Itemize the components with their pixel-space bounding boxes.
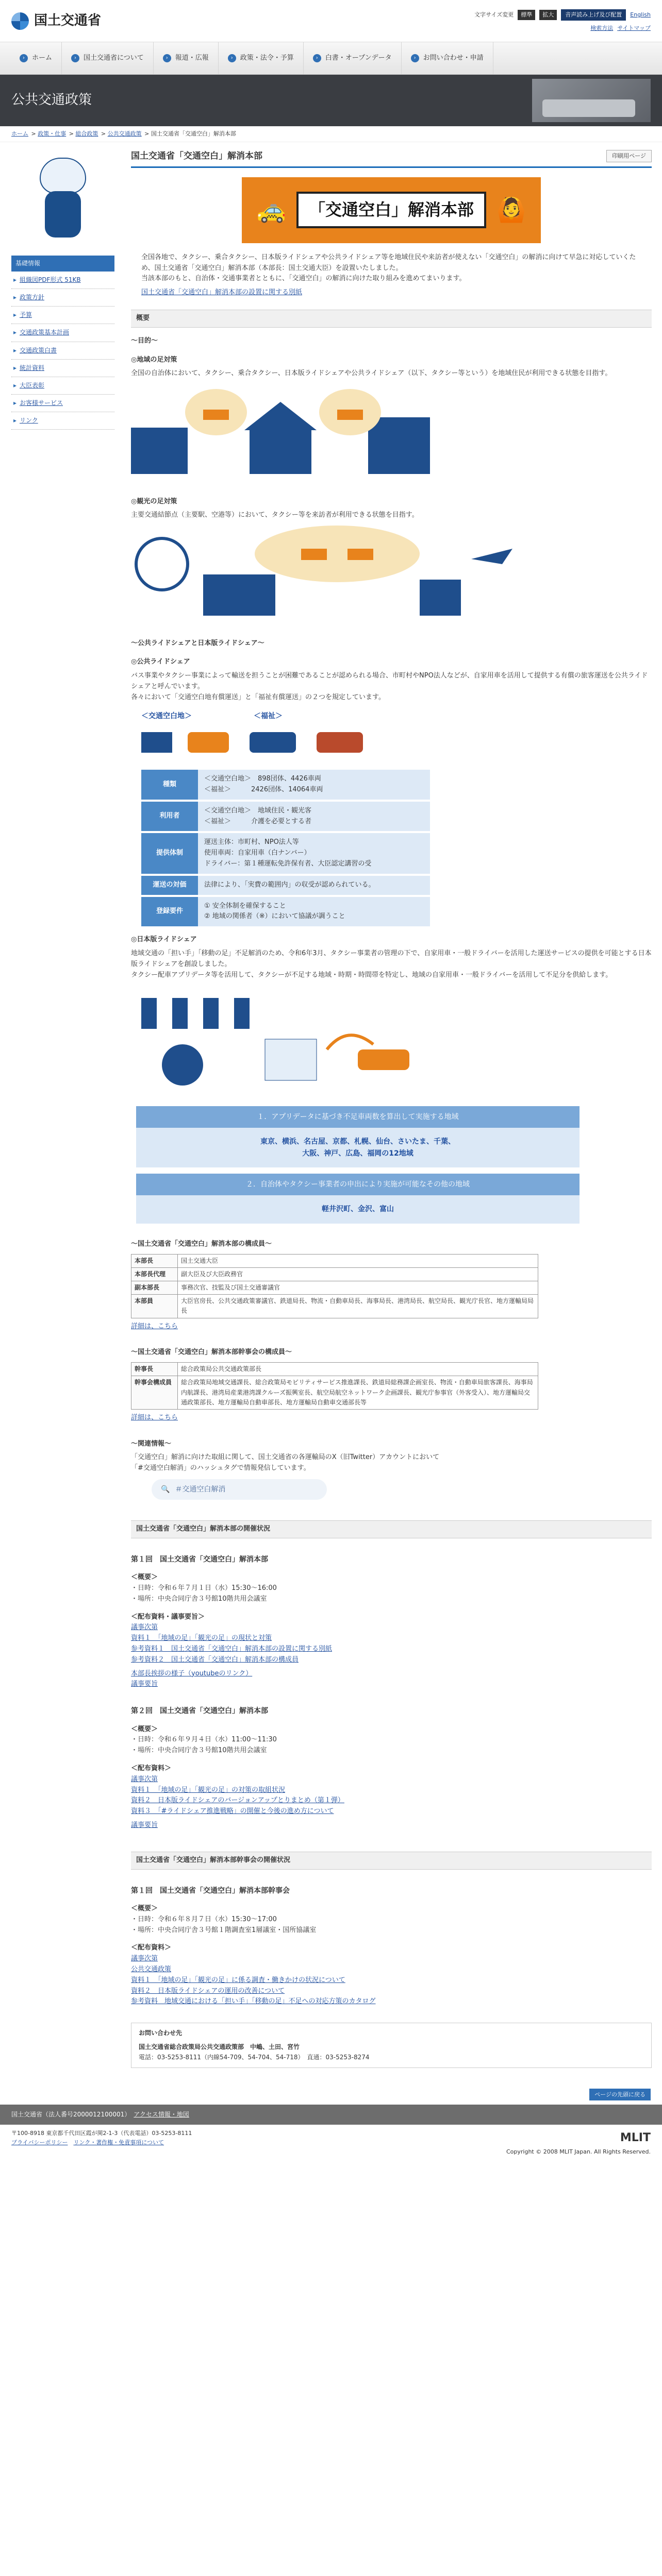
japan-rideshare-diagram (131, 982, 451, 1096)
meeting-file-link[interactable]: 資料２ 日本版ライドシェアのバージョンアップとりまとめ（第１弾） (131, 1797, 344, 1805)
meetings-heading: 国土交通省「交通空白」解消本部の開催状況 (131, 1520, 652, 1538)
font-large-button[interactable]: 拡大 (539, 10, 557, 20)
related-heading: 〜関連情報〜 (131, 1439, 172, 1448)
copyright: Copyright © 2008 MLIT Japan. All Rights Reserved. (506, 2148, 651, 2155)
rideshare-heading: 〜公共ライドシェアと日本版ライドシェア〜 (131, 639, 264, 647)
grid-row: 利用者 ＜交通空白地＞ 地域住民・観光客 ＜福祉＞ 介護を必要とする者 (141, 802, 430, 832)
taxi-icon: 🚕 (256, 195, 286, 224)
back-to-top-button[interactable]: ページの先頭に戻る (589, 2089, 651, 2101)
contact-org: 国土交通省総合政策局公共交通政策部 中嶋、土田、宮竹 (139, 2043, 300, 2051)
arrow-icon: › (313, 54, 321, 62)
access-link[interactable]: アクセス情報・地図 (134, 2111, 189, 2119)
crumb-home[interactable]: ホーム (11, 130, 28, 137)
hashtag-search[interactable]: 🔍 ＃交通空白解消 (152, 1479, 327, 1500)
area-1-list: 東京、横浜、名古屋、京都、札幌、仙台、さいたま、千葉、 大阪、神戸、広島、福岡の12地域 (136, 1128, 580, 1167)
main-content (131, 147, 652, 2068)
nav-policy[interactable]: › 政策・法令・予算 (219, 42, 304, 74)
arrow-icon: › (20, 54, 28, 62)
crumb-transport[interactable]: 公共交通政策 (107, 130, 142, 137)
committee-meetings-heading: 国土交通省「交通空白」解消本部幹事会の開催状況 (131, 1852, 652, 1870)
page-title: 国土交通省「交通空白」解消本部 (131, 150, 262, 161)
meeting-file-link[interactable]: 議事次第 (131, 1955, 158, 1963)
tourism-diagram (131, 523, 523, 626)
meeting-file-link[interactable]: 資料２ 日本版ライドシェアの運用の改善について (131, 1987, 285, 1995)
intro-link[interactable]: 国土交通省「交通空白」解消本部の設置に関する別紙 (141, 289, 303, 297)
meeting-video-link[interactable]: 本部長挨拶の様子（youtubeのリンク） (131, 1669, 253, 1677)
meeting-file-link[interactable]: 公共交通政策 (131, 1965, 172, 1973)
japan-rideshare-heading: ◎日本版ライドシェア (131, 936, 197, 944)
meeting-1-title: 第１回 国土交通省「交通空白」解消本部 (131, 1555, 268, 1564)
search-method-link[interactable]: 検索方法 (590, 24, 614, 31)
nav-contact[interactable]: › お問い合わせ・申請 (402, 42, 493, 74)
nav-about[interactable]: › 国土交通省について (62, 42, 154, 74)
grid-row: 登録要件 ① 安全体制を確保すること ② 地域の関係者（※）において協議が調うこと (141, 897, 430, 927)
sidebar-item-pdf[interactable]: ▸ 組織図PDF形式 51KB (11, 272, 114, 289)
meeting-2-title: 第２回 国土交通省「交通空白」解消本部 (131, 1707, 268, 1716)
members-heading: 〜国土交通省「交通空白」解消本部の構成員〜 (131, 1240, 272, 1248)
arrow-icon: › (228, 54, 236, 62)
sidebar-item-0[interactable]: ▸ 政策方針 (11, 289, 114, 307)
local-text: 全国の自治体において、タクシー、乗合タクシー、日本版ライドシェアや公共ライドシェア（以下、タクシー等という）を地域住民が利用できる状態を目指す。 (131, 369, 612, 378)
accessibility-button[interactable]: 音声読み上げ及び配置 (561, 9, 626, 21)
nav-press[interactable]: › 報道・広報 (154, 42, 219, 74)
global-nav (0, 42, 662, 75)
area-2-list: 軽井沢町、金沢、富山 (136, 1195, 580, 1223)
meeting-file-link[interactable]: 参考資料１ 国土交通省「交通空白」解消本部の設置に関する別紙 (131, 1645, 333, 1653)
crumb-general[interactable]: 総合政策 (75, 130, 98, 137)
nav-home[interactable]: › ホーム (10, 42, 62, 74)
sidebar-item-1[interactable]: ▸ 予算 (11, 307, 114, 324)
footer-address: 〒100-8918 東京都千代田区霞が関2-1-3（代表電話）03-5253-8111 (11, 2130, 192, 2137)
japan-rideshare-text: 地域交通の「担い手」「移動の足」不足解消のため、令和6年3月、タクシー事業者の管理の下で、自家用車・一般ドライバーを活用した運送サービスの提供を可能とする日本版ライドシェアを創設しました。 タクシー配車アプリデータ等を活用して、タクシーが不足する地域・時期・時間帯を特定し、地域の自家用車・一般ドライバーを活用して不足分を供給します。 (131, 950, 652, 979)
arrow-icon: › (411, 54, 419, 62)
site-footer (0, 2089, 662, 2161)
train-image (532, 79, 651, 122)
table-row: 幹事長 総合政策局公共交通政策部長 (131, 1363, 538, 1376)
meeting-file-link[interactable]: 議事次第 (131, 1775, 158, 1783)
members-detail-link[interactable]: 詳細は、こちら (131, 1322, 178, 1330)
nav-whitepaper[interactable]: › 白書・オープンデータ (304, 42, 402, 74)
table-row: 本部長 国土交通大臣 (131, 1254, 538, 1267)
meeting-file-link[interactable]: 議事次第 (131, 1623, 158, 1632)
committee-detail-link[interactable]: 詳細は、こちら (131, 1413, 178, 1421)
meeting-file-link[interactable]: 資料１ 「地域の足」「観光の足」に係る調査・働きかけの状況について (131, 1976, 345, 1984)
meeting-3: ＜概要＞ ・日時：令和６年８月７日（水）15:30〜17:00 ・場所：中央合同庁舎３号館１階調査室1層議室・国所協議室 ＜配布資料＞ 議事次第 公共交通政策 資料１ 「地域の足」「観光の足」に係る調査・働きかけの状況について 資料２ 日本版ライドシェアの運用の改善について 参考資料 地域交通における「担い手」「移動の足」不足への対応方策のカタログ (131, 1904, 376, 2006)
meeting-file-link[interactable]: 資料３ 「#ライドシェア推進戦略」の開催と今後の進め方について (131, 1807, 334, 1816)
fig-label-area: ＜交通空白地＞ (141, 711, 192, 720)
site-header (0, 0, 662, 42)
contact-tel: 電話：03-5253-8111（内線54-709、54-704、54-718） 直通：03-5253-8274 (139, 2053, 370, 2061)
members-table (131, 1254, 538, 1318)
mlit-logo-icon (11, 12, 29, 30)
tourism-heading: ◎観光の足対策 (131, 497, 177, 505)
meeting-3-title: 第１回 国土交通省「交通空白」解消本部幹事会 (131, 1886, 290, 1895)
person-icon: 🙆 (496, 195, 526, 224)
tourism-text: 主要交通結節点（主要駅、空港等）において、タクシー等を来訪者が利用できる状態を目指す。 (131, 511, 419, 519)
related-text: 「交通空白」解消に向けた取組に関して、国土交通省の各運輸局のX（旧Twitter）アカウントにおいて 「#交通空白解消」のハッシュタグで情報発信しています。 (131, 1453, 440, 1472)
hero-title: 「交通空白」解消本部 (296, 192, 486, 228)
table-row: 本部員 大臣官房長、公共交通政策審議官、鉄道局長、物流・自動車局長、海事局長、港湾局長、航空局長、観光庁長官、地方運輸局局長 (131, 1295, 538, 1318)
font-size-label: 文字サイズ変更 (474, 11, 514, 18)
meeting-file-link[interactable]: 参考資料 地域交通における「担い手」「移動の足」不足への対応方策のカタログ (131, 1997, 376, 2006)
fig-label-welfare: ＜福祉＞ (254, 711, 283, 720)
crumb-policy[interactable]: 政策・仕事 (38, 130, 67, 137)
local-diagram (131, 381, 440, 484)
meeting-file-link[interactable]: 資料１ 「地域の足」「観光の足」の現状と対策 (131, 1634, 272, 1642)
hero-banner (242, 177, 541, 243)
sidebar-item-7[interactable]: ▸ リンク (11, 412, 114, 430)
sidebar (11, 147, 114, 2068)
public-rideshare-heading: ◎公共ライドシェア (131, 658, 190, 666)
grid-row: 提供体制 運送主体：市町村、NPO法人等 使用車両：自家用車（白ナンバー） ドライバー：第１種運転免許保有者、大臣認定講習の受 (141, 833, 430, 873)
search-icon: 🔍 (161, 1485, 170, 1494)
meeting-file-link[interactable]: 資料１ 「地域の足」「観光の足」の対策の取組状況 (131, 1786, 286, 1794)
sidebar-item-3[interactable]: ▸ 交通政策白書 (11, 342, 114, 360)
sidebar-item-6[interactable]: ▸ お客様サービス (11, 395, 114, 412)
meeting-minutes-link[interactable]: 議事要旨 (131, 1821, 158, 1829)
local-heading: ◎地域の足対策 (131, 355, 177, 364)
committee-heading: 〜国土交通省「交通空白」解消本部幹事会の構成員〜 (131, 1348, 292, 1357)
rideshare-grid (141, 770, 430, 926)
committee-table (131, 1362, 538, 1410)
mlit-footer-logo: MLIT (620, 2131, 651, 2145)
section-banner (0, 75, 662, 126)
sidebar-item-2[interactable]: ▸ 交通政策基本計画 (11, 324, 114, 342)
grid-row: 運送の対価 法律により、「実費の範囲内」の収受が認められている。 (141, 876, 430, 895)
arrow-icon: › (163, 54, 171, 62)
mascot-image (32, 152, 94, 245)
sitemap-link[interactable]: サイトマップ (617, 24, 651, 31)
table-row: 本部長代理 副大臣及び大臣政務官 (131, 1267, 538, 1281)
contact-box (131, 2023, 652, 2068)
contact-heading: お問い合わせ先 (139, 2029, 183, 2037)
table-row: 副本部長 事務次官、技監及び国土交通審議官 (131, 1281, 538, 1294)
grid-row: 種類 ＜交通空白地＞ 898団体、4426車両 ＜福祉＞ 2426団体、14064車両 (141, 770, 430, 800)
meeting-1: ＜概要＞ ・日時：令和６年７月１日（水）15:30〜16:00 ・場所：中央合同庁舎３号館10階共用会議室 ＜配布資料・議事要旨＞ 議事次第 資料１ 「地域の足」「観光の足」の現状と対策 参考資料１ 国土交通省「交通空白」解消本部の設置に関する別紙 参考資料２ 国土交通省「交通空白」解消本部の構成員 本部長挨拶の様子（youtubeのリンク） 議事要旨 (131, 1573, 333, 1688)
public-rideshare-text: バス事業やタクシー事業によって輸送を担うことが困難であることが認められる場合、市町村やNPO法人などが、自家用車を活用して提供する有償の旅客運送を公共ライドシェアと呼んでいます。 各々において「交通空白地有償運送」と「福祉有償運送」の２つを規定しています。 (131, 672, 648, 701)
sidebar-item-4[interactable]: ▸ 統計資料 (11, 360, 114, 377)
site-logo[interactable]: 国土交通省 (11, 10, 101, 32)
table-row: 幹事会構成員 総合政策局地域交通課長、総合政策局モビリティサービス推進課長、鉄道局総務課企画室長、物流・自動車局旅客課長、海事局内航課長、港湾局産業港湾課クルーズ振興室長、航空局航空ネットワーク企画課長、観光庁参事官（外客受入）、地方運輸局交通政策部長、地方運輸局自動車部長、地方運輸局自動車交通部長等 (131, 1376, 538, 1410)
area-2-box: ２．自治体やタクシー事業者の申出により実施が可能なその他の地域 (136, 1174, 580, 1195)
legal-link[interactable]: リンク・著作権・免責事項について (73, 2139, 164, 2146)
footer-corp: 国土交通省（法人番号2000012100001） (11, 2111, 128, 2119)
crumb-current: 国土交通省「交通空白」解消本部 (151, 130, 236, 137)
breadcrumb: ホーム > 政策・仕事 > 総合政策 > 公共交通政策 > 国土交通省「交通空白」解消本部 (0, 126, 662, 142)
print-button[interactable]: 印刷用ページ (606, 150, 652, 162)
meeting-minutes-link[interactable]: 議事要旨 (131, 1680, 158, 1688)
purpose-heading: 〜目的〜 (131, 336, 158, 345)
meeting-2: ＜概要＞ ・日時：令和６年９月４日（水）11:00〜11:30 ・場所：中央合同庁舎３号館10階共用会議室 ＜配布資料＞ 議事次第 資料１ 「地域の足」「観光の足」の対策の取組状況 資料２ 日本版ライドシェアのバージョンアップとりまとめ（第１弾） 資料３ 「#ライドシェア推進戦略」の開催と今後の進め方について 議事要旨 (131, 1725, 344, 1829)
privacy-link[interactable]: プライバシーポリシー (11, 2139, 68, 2146)
area-1-box: １．アプリデータに基づき不足車両数を算出して実施する地域 (136, 1106, 580, 1128)
sidebar-item-5[interactable]: ▸ 大臣表彰 (11, 377, 114, 395)
sidebar-heading: 基礎情報 (11, 256, 114, 272)
rideshare-icons (131, 722, 420, 758)
meeting-file-link[interactable]: 参考資料２ 国土交通省「交通空白」解消本部の構成員 (131, 1655, 299, 1664)
overview-heading: 概要 (131, 310, 652, 328)
arrow-icon: › (71, 54, 79, 62)
intro-text: 全国各地で、タクシー、乗合タクシー、日本版ライドシェアや公共ライドシェア等を地域住民や来訪者が使えない「交通空白」の解消に向けて早急に対応していくため、国土交通省「交通空白」解消本部（本部長：国土交通大臣）を設置いたしました。 当該本部のもと、自治体・交通事業者とともに、「交通空白」の解消に向けた取り組みを進めてまいります。 (141, 253, 636, 283)
font-standard-button[interactable]: 標準 (518, 10, 535, 20)
english-link[interactable]: English (630, 11, 651, 18)
section-title: 公共交通政策 (11, 92, 92, 108)
